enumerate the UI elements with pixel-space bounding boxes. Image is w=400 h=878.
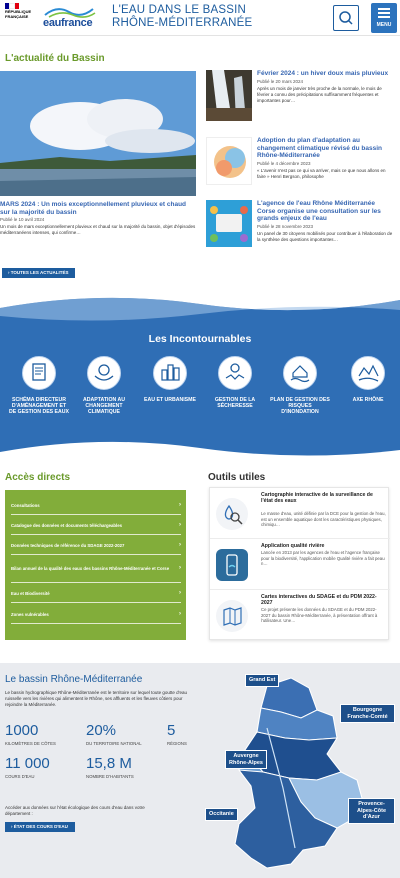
outil-desc: Lancée en 2013 par les agences de l'eau et l'agence française pour la biodiversité, l'application mobile Qualité rivière a fait peau n…: [261, 550, 385, 566]
featured-news-date: Publié le 10 avril 2024: [0, 217, 45, 222]
meeting-image: [206, 200, 252, 247]
republique-francaise-logo[interactable]: [5, 3, 37, 33]
region-label-grand-est[interactable]: Grand Est: [245, 674, 279, 687]
menu-button[interactable]: [371, 3, 397, 33]
search-icon: [334, 6, 358, 30]
news-thumbnail-consultation[interactable]: [206, 200, 252, 247]
news-item-title[interactable]: Adoption du plan d'adaptation au changement climatique révisé du bassin Rhône-Méditerranée: [257, 137, 382, 159]
featured-news[interactable]: [0, 201, 196, 236]
phone-app-icon: [216, 549, 248, 581]
site-title-line1: L'EAU DANS LE BASSIN: [112, 4, 247, 16]
region-label-occitanie[interactable]: Occitanie: [205, 808, 238, 821]
acces-directs-panel: [5, 490, 186, 640]
news-item-excerpt: Un panel de 30 citoyens mobilisés pour contribuer à l'élaboration de la synthèse des questions importantes…: [257, 230, 393, 242]
outil-card[interactable]: [210, 590, 390, 641]
map-icon: [216, 600, 248, 632]
flood-house-icon: [283, 356, 317, 390]
news-thumbnail-waterfall[interactable]: [206, 70, 252, 121]
incontournable-sdage[interactable]: [9, 356, 69, 416]
search-button[interactable]: [333, 5, 359, 31]
outils-panel: [209, 487, 389, 640]
chevron-right-icon: ›: [179, 565, 181, 572]
featured-news-excerpt: Un mois de mars exceptionnellement pluvieux et chaud sur la majorité du bassin, objet d'épisodes méditerranéens intenses, qui confirme…: [0, 224, 196, 235]
news-item-excerpt: « L'avenir n'est pas ce qui va arriver, mais ce que nous allons en faire » Henri Bergson, philosophe: [257, 167, 386, 179]
incontournable-label: PLAN DE GESTION DES RISQUES D'INONDATION: [270, 397, 330, 416]
incontournable-label: EAU ET URBANISME: [144, 397, 196, 403]
featured-news-image[interactable]: [0, 71, 196, 196]
water-magnifier-icon: [216, 498, 248, 530]
region-label-bfc[interactable]: Bourgogne Franche-Comté: [340, 704, 395, 723]
stat-rivers: 11 000 COURS D'EAU: [5, 755, 50, 779]
bassin-intro: Le bassin hydrographique Rhône-Méditerranée est le territoire sur lequel toute goutte d'eau ruisselle vers les rivières qui alimentent le Rhône, ses affluents et les fleuves côtiers pour rejoindre la Méditerranée.: [5, 690, 187, 707]
republic-text: RÉPUBLIQUE FRANÇAISE: [5, 9, 32, 19]
climate-plan-image: [207, 138, 252, 185]
stat-coasts: 1000 KILOMÈTRES DE CÔTES: [5, 722, 56, 746]
outil-card[interactable]: [210, 488, 390, 539]
outils-title: Outils utiles: [208, 472, 266, 483]
outil-card[interactable]: [210, 539, 390, 590]
incontournable-inondation[interactable]: [270, 356, 330, 416]
bassin-map[interactable]: [205, 668, 395, 876]
news-item-date: Publié le 28 novembre 2023: [257, 223, 314, 229]
menu-label: MENU: [376, 22, 392, 28]
outil-title: Cartes interactives du SDAGE et du PDM 2022-2027: [261, 594, 377, 606]
incontournables-title: Les Incontournables: [148, 333, 252, 345]
incontournable-urbanisme[interactable]: [140, 356, 200, 403]
logo-name: eaufrance: [43, 17, 93, 29]
bassin-title: Le bassin Rhône-Méditerranée: [5, 674, 143, 685]
drought-icon: [218, 356, 252, 390]
news-item[interactable]: [257, 137, 395, 180]
news-item-date: Publié le 4 décembre 2023: [257, 160, 311, 166]
news-item[interactable]: [257, 70, 395, 104]
acces-direct-link[interactable]: Eau et Biodiversité ›: [11, 585, 181, 603]
incontournable-adaptation[interactable]: [74, 356, 134, 416]
incontournable-axe-rhone[interactable]: [338, 356, 398, 403]
city-icon: [153, 356, 187, 390]
incontournable-label: ADAPTATION AU CHANGEMENT CLIMATIQUE: [83, 397, 125, 416]
region-label-paca[interactable]: Provence-Alpes-Côte d'Azur: [348, 798, 395, 824]
incontournable-label: SCHÉMA DIRECTEUR D'AMÉNAGEMENT ET DE GESTION DES EAUX: [9, 397, 69, 416]
chevron-right-icon: ›: [179, 541, 181, 548]
site-title-line2: RHÔNE-MÉDITERRANÉE: [112, 17, 253, 29]
hands-globe-icon: [87, 356, 121, 390]
stat-inhabitants: 15,8 M NOMBRE D'HABITANTS: [86, 755, 134, 779]
lake-landscape-image: [0, 71, 196, 196]
river-icon: [351, 356, 385, 390]
news-section-title: L'actualité du Bassin: [5, 53, 105, 64]
eaufrance-logo[interactable]: [41, 3, 97, 33]
document-icon: [22, 356, 56, 390]
news-item[interactable]: [257, 200, 395, 243]
acces-direct-link[interactable]: Consultations ›: [11, 497, 181, 515]
site-header: [0, 0, 400, 36]
region-label-ara[interactable]: Auvergne Rhône-Alpes: [225, 750, 267, 769]
news-thumbnail-climate[interactable]: [206, 137, 252, 185]
acces-directs-title: Accès directs: [5, 472, 71, 483]
chevron-right-icon: ›: [179, 610, 181, 617]
outil-desc: Le masse d'eau, unité définie par la DCE pour la gestion de l'eau, est un ensemble aquatique dont les caractéristiques physiques, chimiqu…: [261, 511, 386, 527]
hamburger-icon: [378, 8, 390, 20]
news-item-title[interactable]: L'agence de l'eau Rhône Méditerranée Corse organise une consultation sur les grands enjeux de l'eau: [257, 200, 381, 222]
news-item-title[interactable]: Février 2024 : un hiver doux mais pluvieux: [257, 70, 389, 77]
news-item-excerpt: Après un mois de janvier très proche de la normale, le mois de février a connu des précipitations suffisamment fréquentes et importantes pour…: [257, 85, 382, 103]
featured-news-title[interactable]: MARS 2024 : Un mois exceptionnellement pluvieux et chaud sur la majorité du bassin: [0, 201, 187, 216]
incontournable-label: AXE RHÔNE: [352, 397, 384, 403]
acces-direct-link[interactable]: Données techniques de référence du SDAGE 2022-2027 ›: [11, 537, 181, 555]
acces-direct-link[interactable]: Catalogue des données et documents téléchargeables ›: [11, 517, 181, 535]
bassin-footer-text: Accéder aux données sur l'état écologique des cours d'eau dans votre département :: [5, 805, 145, 816]
all-news-button[interactable]: › TOUTES LES ACTUALITÉS: [2, 268, 75, 278]
chevron-right-icon: ›: [179, 501, 181, 508]
acces-direct-link[interactable]: Bilan annuel de la qualité des eaux des bassins Rhône-Méditerranée et Corse ›: [11, 556, 181, 583]
chevron-right-icon: ›: [179, 521, 181, 528]
chevron-right-icon: ›: [179, 589, 181, 596]
news-item-date: Publié le 20 mars 2024: [257, 78, 304, 84]
waterfall-image: [206, 70, 252, 121]
site-title[interactable]: [112, 4, 252, 30]
state-rivers-button[interactable]: › ÉTAT DES COURS D'EAU: [5, 822, 75, 832]
outil-title: Cartographie interactive de la surveillance de l'état des eaux: [261, 492, 373, 504]
acces-direct-link[interactable]: Zones vulnérables ›: [11, 606, 181, 624]
incontournable-label: GESTION DE LA SÉCHERESSE: [214, 397, 256, 410]
outil-desc: Ce projet présente les données du SDAGE et du PDM 2022-2027 du bassin Rhône-Méditerranée, à présentation offrant à l'utilisateur. Une…: [261, 607, 378, 623]
incontournable-secheresse[interactable]: [205, 356, 265, 409]
stat-regions: 5 RÉGIONS: [167, 722, 187, 746]
outil-title: Application qualité rivière: [261, 543, 325, 549]
stat-territory: 20% DU TERRITOIRE NATIONAL: [86, 722, 142, 746]
